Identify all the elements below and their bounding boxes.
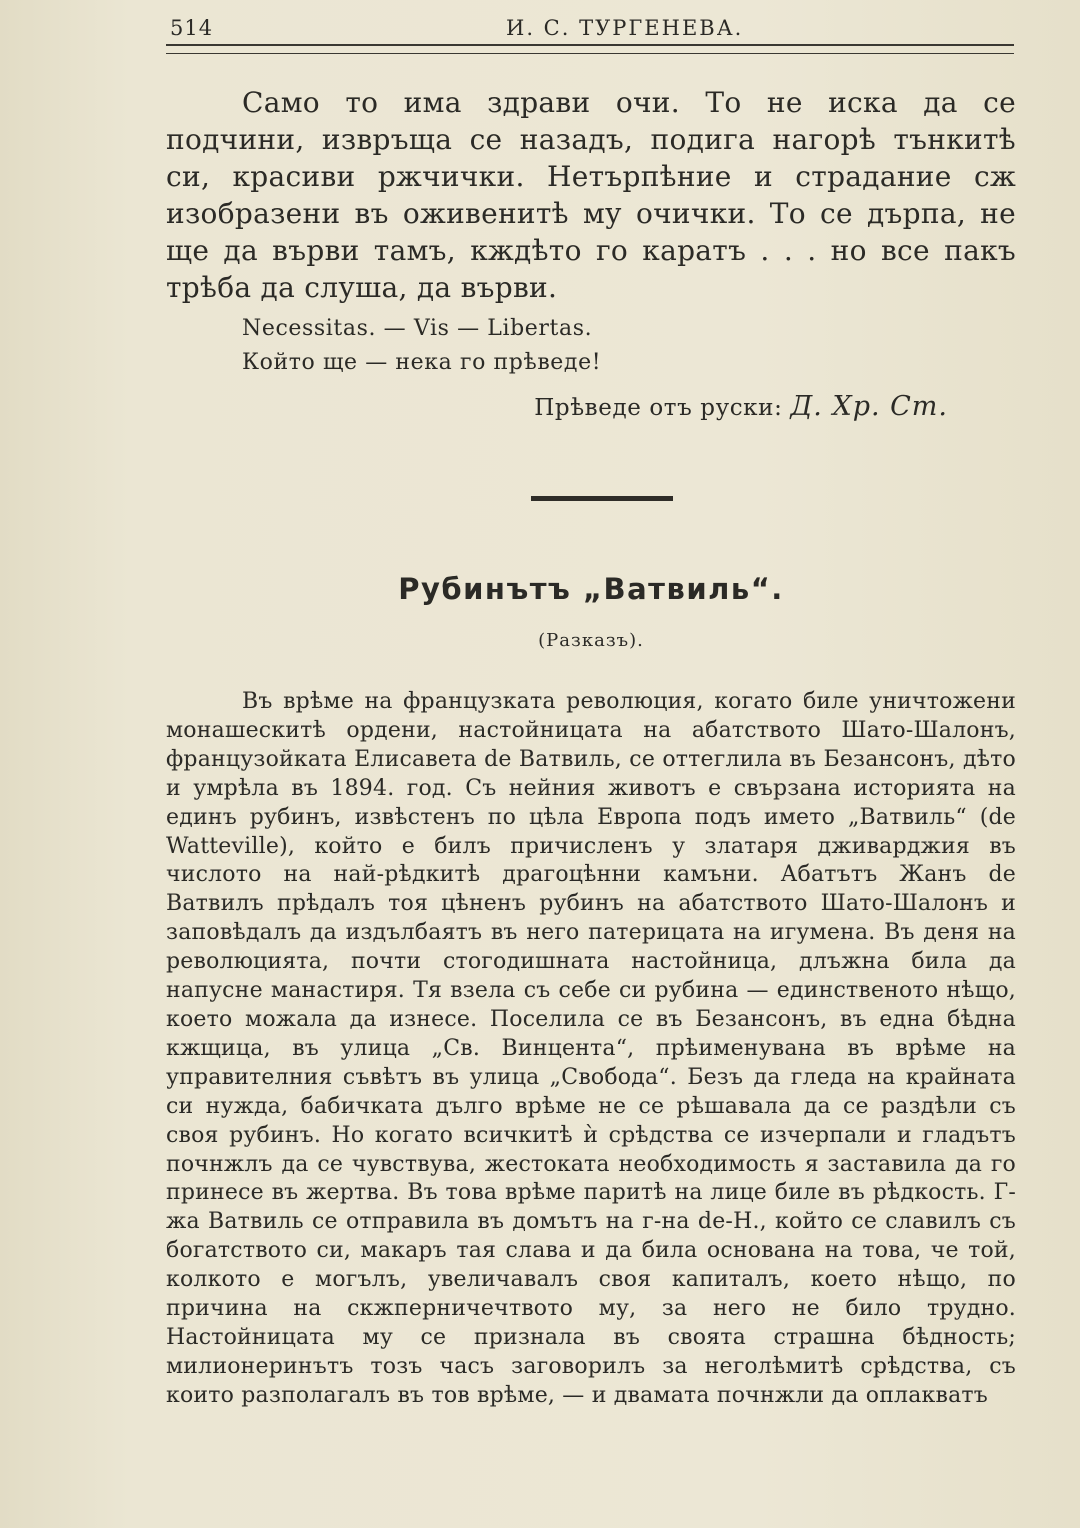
header-double-rule — [166, 44, 1014, 54]
running-head: И. С. ТУРГЕНЕВА. — [506, 16, 744, 40]
story-paragraph: Въ врѣме на французката революция, когато биле уничтожени монашескитѣ ордени, настойницата на абатството Шато-Шалонъ, французойката Елисавета de Ватвиль, се оттеглила въ Безансонъ, дѣто и умрѣла въ 1894. год. Съ нейния животъ е свързана историята на единъ рубинъ, извѣстенъ по цѣла Европа подъ името „Ватвиль“ (de Watteville), който е билъ причисленъ у златаря дживарджия въ числото на най-рѣдкитѣ драгоцѣнни камъни. Абатътъ Жанъ de Ватвилъ прѣдалъ тоя цѣненъ рубинъ на абатството Шато-Шалонъ и заповѣдалъ да издълбаятъ въ него патерицата на игумена. Въ деня на революцията, почти стогодишната настойница, длъжна била да напусне манастиря. Тя взела съ себе си рубина — единственото нѣщо, което можала да изнесе. Поселила се въ Безансонъ, въ една бѣдна кжщица, въ улица „Св. Винцента“, прѣименувана въ врѣме на управителния съвѣтъ въ улица „Свобода“. Безъ да гледа на крайната си нужда, бабичката дълго врѣме не се рѣшавала да се раздѣли съ своя рубинъ. Но когато всичкитѣ ѝ срѣдства се изчерпали и гладътъ почнжлъ да се чувствува, жестоката необходимость я заставила да го принесе въ жертва. Въ това врѣме паритѣ на лице биле въ рѣдкость. Г-жа Ватвиль се отправила въ домътъ на г-на de-Н., който се славилъ съ богатството си, макаръ тая слава и да била основана на това, че той, колкото е могълъ, увеличавалъ своя капиталъ, което нѣщо, по причина на скжперничечтвото му, за него не било трудно. Настойницата му се признала въ своята страшна бѣдность; милионеринътъ тозъ часъ заговорилъ за неголѣмитѣ срѣдства, съ които разполагалъ въ тов врѣме, — и двамата почнжли да оплакватъ — [166, 689, 1016, 1408]
previous-text-ending — [166, 84, 1016, 425]
page-number: 514 — [170, 16, 214, 40]
translator-name: Д. Хр. Ст. — [790, 391, 948, 422]
story-subtitle: (Разказъ). — [538, 630, 644, 651]
translator-credit — [166, 390, 948, 425]
credit-label: Прѣведе отъ руски: — [534, 395, 783, 421]
epilogue-line: Който ще — нека го прѣведе! — [242, 350, 602, 375]
latin-motto: Necessitas. — Vis — Libertas. — [242, 316, 593, 341]
section-divider — [531, 496, 673, 501]
page-header — [166, 14, 1016, 44]
story-title: Рубинътъ „Ватвиль“. — [398, 572, 784, 606]
excerpt-paragraph: Само то има здрави очи. То не иска да се подчини, извръща се назадъ, подига нагорѣ тънкитѣ си, красиви ржчички. Нетърпѣние и страдание сж изобразени въ оживенитѣ му очички. То се дърпа, не ще да върви тамъ, кждѣто го каратъ . . . но все пакъ трѣба да слуша, да върви. — [166, 86, 1016, 304]
story-body — [166, 688, 1016, 1528]
